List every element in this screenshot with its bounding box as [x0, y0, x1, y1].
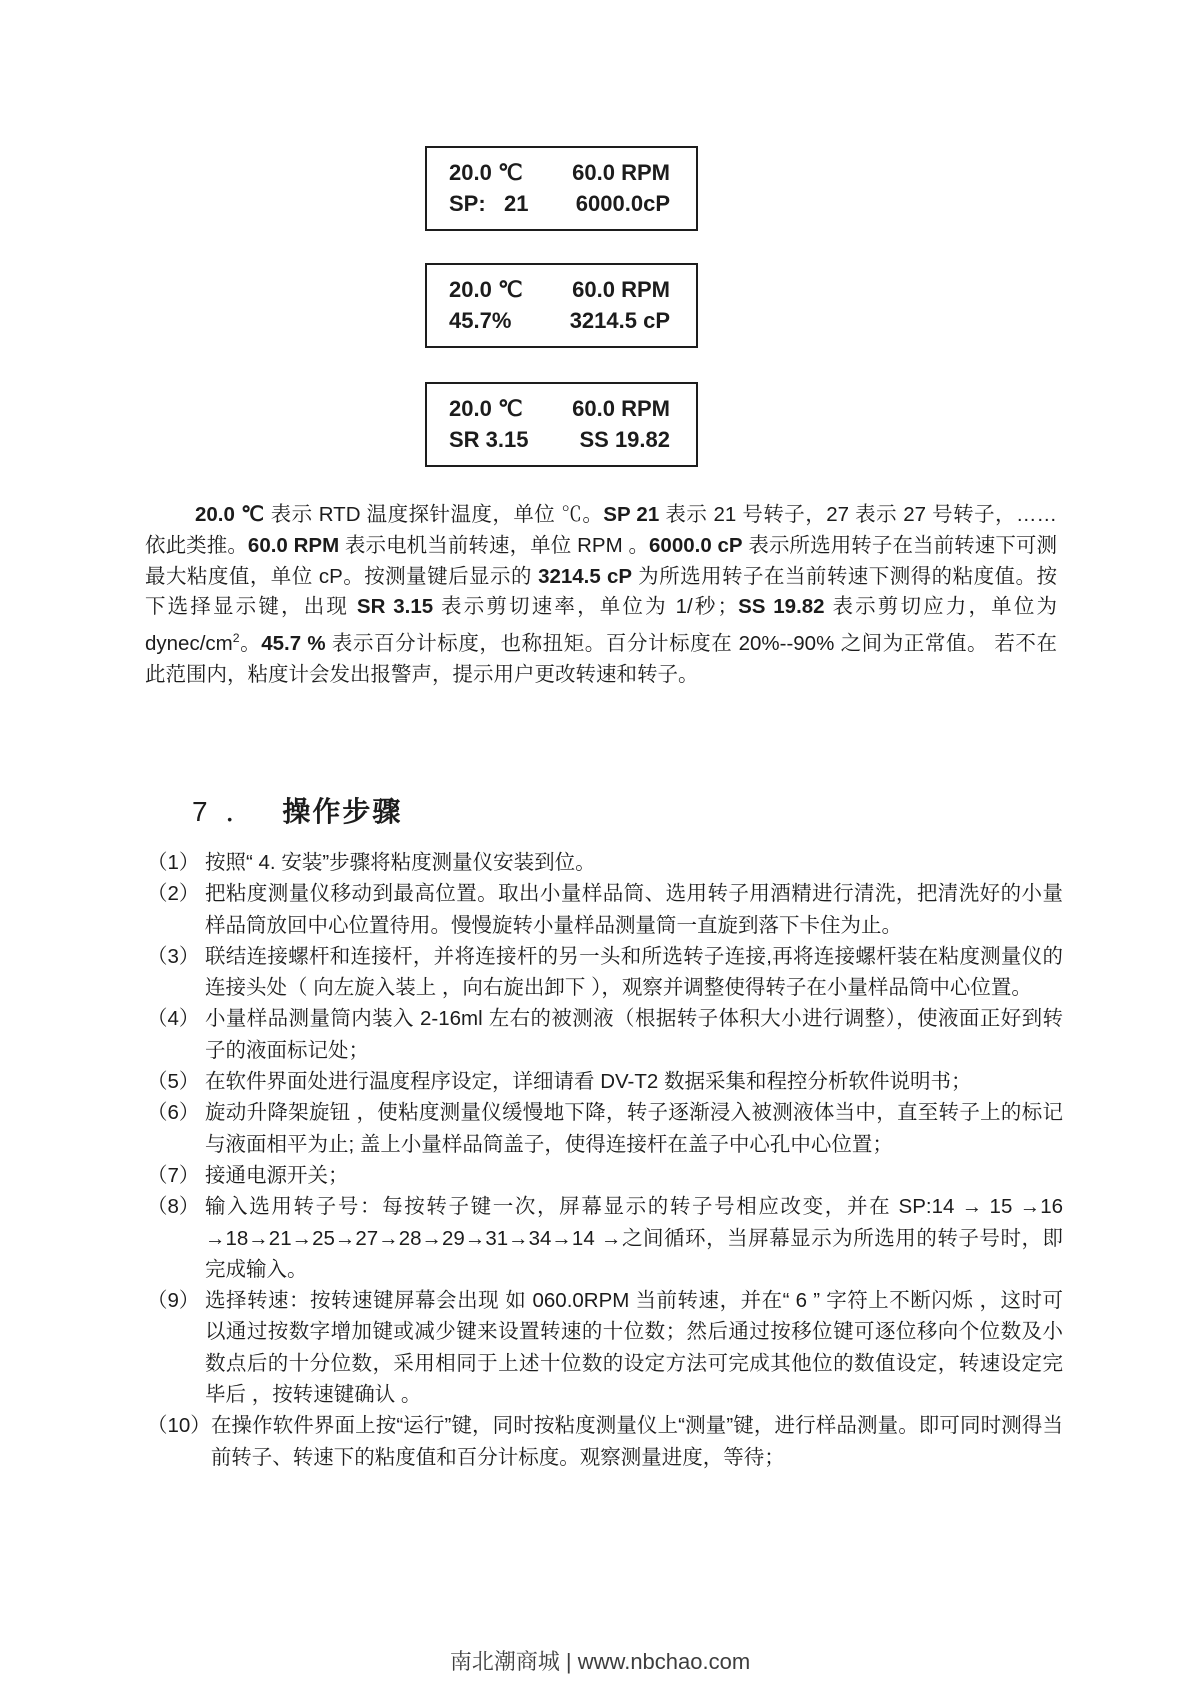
lcd-display-boxes [425, 146, 698, 467]
step-text: 在操作软件界面上按“运行”键，同时按粘度测量仪上“测量”键，进行样品测量。即可同时测得当前转子、转速下的粘度值和百分计标度。观察测量进度，等待； [210, 1414, 1063, 1469]
rpm-reading: 60.0 RPM [572, 160, 670, 185]
step-number: （8） [147, 1195, 200, 1219]
step-text: 选择转速：按转速键屏幕会出现 如 060.0RPM 当前转速，并在“ 6 ” 字符上不断闪烁 ，这时可以通过按数字增加键或减少键来设置转速的十位数；然后通过按移位键可逐位移向个位数及小数点后的十分位数，采用相同于上述十位数的设定方法可完成其他位的数值设定，转速设定完毕后 ，按转速键确认 。 [205, 1289, 1063, 1407]
temperature-reading: 20.0 ℃ [449, 277, 523, 302]
step-text: 输入选用转子号：每按转子键一次，屏幕显示的转子号相应改变，并在 SP:14 → 15 →16 →18→21→25→27→28→29→31→34→14 →之间循环，当屏幕显示为所选用的转子号时，即完成输入。 [205, 1195, 1063, 1281]
step-item [147, 847, 1063, 878]
section-heading [192, 790, 402, 830]
lcd-row [449, 427, 670, 453]
lcd-display-box-2 [425, 263, 698, 348]
step-item [147, 1003, 1063, 1066]
temperature-reading: 20.0 ℃ [449, 160, 523, 185]
page-footer [0, 1645, 1200, 1676]
steps-list [147, 847, 1063, 1473]
shear-rate-reading: SR 3.15 [449, 427, 529, 452]
step-item [147, 1066, 1063, 1097]
step-number: （5） [147, 1070, 200, 1094]
step-item [147, 878, 1063, 941]
step-number: （7） [147, 1163, 200, 1187]
step-text: 旋动升降架旋钮 ，使粘度测量仪缓慢地下降，转子逐渐浸入被测液体当中，直至转子上的标记与液面相平为止; 盖上小量样品筒盖子，使得连接杆在盖子中心孔中心位置； [205, 1101, 1063, 1156]
section-number: 7 ． [192, 796, 259, 827]
shear-stress-reading: SS 19.82 [579, 427, 670, 452]
max-viscosity-reading: 6000.0cP [575, 191, 670, 216]
lcd-row [449, 191, 670, 217]
step-text: 接通电源开关； [205, 1163, 349, 1187]
step-item [147, 1191, 1063, 1285]
step-item [147, 941, 1063, 1004]
rpm-reading: 60.0 RPM [572, 396, 670, 421]
section-title: 操作步骤 [282, 796, 403, 827]
lcd-row [449, 396, 670, 422]
intro-paragraph: 20.0 ℃ 表示 RTD 温度探针温度，单位 ℃。SP 21 表示 21 号转子，27 表示 27 号转子，……依此类推。60.0 RPM 表示电机当前转速，单位 RPM 。6000.0 cP 表示所选用转子在当前转速下可测最大粘度值，单位 cP。按测量键后显示的 3214.5 cP 为所选用转子在当前转速下测得的粘度值。按下选择显示键，出现 SR 3.15 表示剪切速率，单位为 1/秒；SS 19.82 表示剪切应力，单位为 dynec/$cm^2$。45.7 % 表示百分计标度，也称扭矩。百分计标度在 20%--90% 之间为正常值。 若不在此范围内，粘度计会发出报警声，提示用户更改转速和转子。 [145, 503, 1058, 686]
viscosity-reading: 3214.5 cP [569, 308, 670, 333]
step-number: （10） [147, 1414, 211, 1438]
step-text: 把粘度测量仪移动到最高位置。取出小量样品筒、选用转子用酒精进行清洗，把清洗好的小量样品筒放回中心位置待用。慢慢旋转小量样品测量筒一直旋到落下卡住为止。 [205, 882, 1063, 937]
temperature-reading: 20.0 ℃ [449, 396, 523, 421]
step-number: （4） [147, 1007, 200, 1031]
step-text: 在软件界面处进行温度程序设定，详细请看 DV-T2 数据采集和程控分析软件说明书； [205, 1070, 972, 1094]
rpm-reading: 60.0 RPM [572, 277, 670, 302]
torque-percent-reading: 45.7% [449, 308, 512, 333]
lcd-display-box-3 [425, 382, 698, 467]
step-item [147, 1410, 1063, 1473]
footer-site-link[interactable]: 南北潮商城 | www.nbchao.com [449, 1649, 751, 1674]
step-text: 按照“ 4. 安装”步骤将粘度测量仪安装到位。 [205, 851, 596, 874]
step-item [147, 1160, 1063, 1191]
step-number: （6） [147, 1101, 200, 1125]
step-text: 联结连接螺杆和连接杆，并将连接杆的另一头和所选转子连接,再将连接螺杆装在粘度测量仪的连接头处（ 向左旋入装上 ，向右旋出卸下 ），观察并调整使得转子在小量样品筒中心位置。 [205, 944, 1063, 1000]
lcd-row [449, 277, 670, 303]
step-number: （1） [147, 851, 200, 874]
lcd-row [449, 160, 670, 186]
lcd-row [449, 308, 670, 334]
lcd-display-box-1 [425, 146, 698, 231]
step-item [147, 1097, 1063, 1160]
step-number: （2） [147, 882, 200, 906]
spindle-number-reading: SP: 21 [449, 191, 529, 216]
step-number: （9） [147, 1289, 200, 1313]
step-number: （3） [147, 944, 200, 968]
step-item [147, 1285, 1063, 1410]
step-text: 小量样品测量筒内装入 2-16ml 左右的被测液（根据转子体积大小进行调整），使液面正好到转子的液面标记处； [205, 1007, 1063, 1062]
